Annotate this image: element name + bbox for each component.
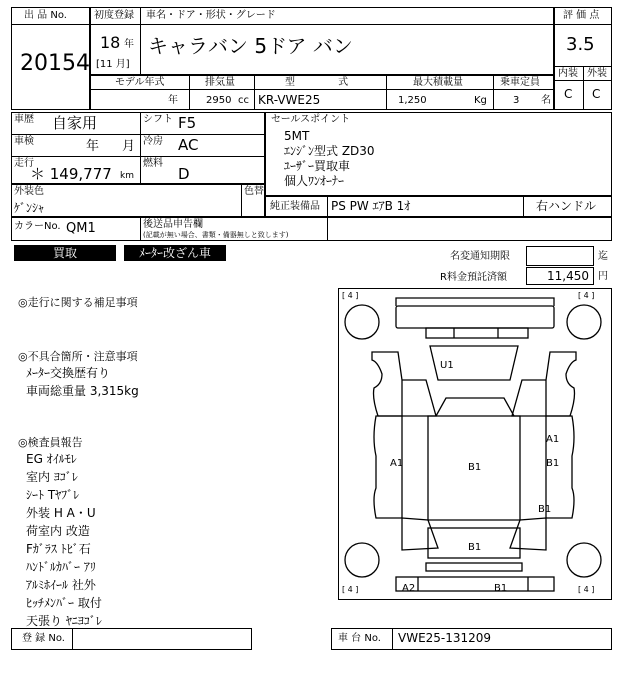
lot-no: 20154 bbox=[20, 51, 90, 76]
damage-mark: A1 bbox=[546, 434, 560, 445]
color-no-label: カラーNo. bbox=[14, 221, 61, 232]
damage-mark: B1 bbox=[468, 462, 482, 473]
equipment-value: PS PW ｴｱB 1ｵ bbox=[331, 199, 411, 213]
sales-points-label: セールスポイント bbox=[271, 114, 351, 125]
first-reg-label: 初度登録 bbox=[94, 10, 134, 21]
color-label: 外装色 bbox=[14, 186, 44, 197]
inspector-line: ｼｰﾄ Tﾔﾌﾞﾚ bbox=[26, 488, 80, 502]
year-value: 18 bbox=[100, 33, 121, 52]
damage-mark: B1 bbox=[538, 504, 552, 515]
tire-rear-right-value: [ 4 ] bbox=[578, 585, 595, 594]
history-value: 自家用 bbox=[52, 114, 98, 132]
sales-point-line: ﾕｰｻﾞｰ買取車 bbox=[284, 159, 351, 173]
sales-point-line: ｴﾝｼﾞﾝ型式 ZD30 bbox=[284, 144, 375, 158]
equipment-label: 純正装備品 bbox=[270, 201, 320, 212]
tire-rear-left-value: [ 4 ] bbox=[342, 585, 359, 594]
rating-value: 3.5 bbox=[566, 34, 595, 55]
inspection-year: 年 bbox=[86, 139, 100, 154]
mileage-value: ＊ 149,777 bbox=[30, 165, 112, 183]
wheel-rear-right-icon bbox=[567, 543, 601, 577]
color-value: ｹﾞﾝｼｬ bbox=[14, 201, 45, 215]
inspector-line: 天張り ﾔﾆﾖｺﾞﾚ bbox=[26, 614, 102, 628]
reg-no-label: 登 録 No. bbox=[22, 633, 65, 644]
inspector-line: Fｶﾞﾗｽ ﾄﾋﾞ石 bbox=[26, 542, 91, 556]
max-load-unit: Kg bbox=[474, 95, 487, 106]
inspector-header: ◎検査員報告 bbox=[18, 436, 83, 449]
model-year-label: モデル年式 bbox=[115, 77, 165, 88]
inspector-line: ﾊﾝﾄﾞﾙｶﾊﾞｰ ｱﾘ bbox=[26, 560, 96, 574]
wheel-rear-left-icon bbox=[345, 543, 379, 577]
defects-header: ◎不具合箇所・注意事項 bbox=[18, 350, 138, 363]
displacement-unit: cc bbox=[238, 95, 249, 106]
defect-line: 車両総重量 3,315kg bbox=[26, 384, 139, 398]
tire-front-right-value: [ 4 ] bbox=[578, 291, 595, 300]
steering-value: 右ハンドル bbox=[536, 199, 597, 213]
ac-label: 冷房 bbox=[143, 136, 163, 147]
meter-tampered-tag: ﾒｰﾀｰ改ざん車 bbox=[124, 245, 226, 261]
damage-mark: A1 bbox=[390, 458, 404, 469]
fuel-value: D bbox=[178, 165, 190, 183]
vehicle-diagram bbox=[338, 288, 612, 600]
notice-unit: 迄 bbox=[598, 251, 608, 262]
color-box bbox=[11, 184, 265, 217]
shift-value: F5 bbox=[178, 114, 197, 132]
damage-mark: B1 bbox=[494, 583, 508, 594]
car-name: キャラバン 5ドア バン bbox=[148, 34, 353, 58]
notice-box bbox=[526, 246, 594, 266]
shift-label: シフト bbox=[143, 114, 173, 125]
inspector-line: 室内 ﾖｺﾞﾚ bbox=[26, 470, 78, 484]
interior-label: 内装 bbox=[558, 68, 578, 79]
recycle-value: 11,450 bbox=[547, 269, 589, 283]
recycle-unit: 円 bbox=[598, 271, 608, 282]
type-value: KR-VWE25 bbox=[258, 93, 321, 107]
capacity-value: 3 bbox=[513, 95, 520, 106]
defect-line: ﾒｰﾀｰ交換歴有り bbox=[26, 366, 111, 380]
recycle-label: R料金預託済額 bbox=[440, 272, 507, 283]
inspector-line: ﾋｯﾁﾒﾝﾊﾞｰ 取付 bbox=[26, 596, 102, 610]
sales-point-line: 個人ﾜﾝｵｰﾅｰ bbox=[284, 174, 345, 188]
inspector-line: EG ｵｲﾙﾓﾚ bbox=[26, 452, 77, 466]
fuel-label: 燃料 bbox=[143, 158, 163, 169]
exterior-label: 外装 bbox=[587, 68, 607, 79]
model-year-unit: 年 bbox=[168, 95, 178, 106]
inspection-month: 月 bbox=[122, 139, 136, 154]
sales-point-line: 5MT bbox=[284, 129, 310, 143]
aftermarket-label: 後送品申告欄 bbox=[143, 219, 203, 230]
inspector-line: ｱﾙﾐﾎｲｰﾙ 社外 bbox=[26, 578, 96, 592]
mileage-unit: km bbox=[120, 171, 134, 181]
type-label: 型 式 bbox=[285, 77, 349, 88]
tire-front-left-value: [ 4 ] bbox=[342, 291, 359, 300]
damage-mark: B1 bbox=[546, 458, 560, 469]
month-value: [11 月] bbox=[96, 59, 130, 70]
damage-mark: A2 bbox=[402, 583, 416, 594]
inspector-line: 荷室内 改造 bbox=[26, 524, 90, 538]
driving-notes-header: ◎走行に関する補足事項 bbox=[18, 296, 138, 309]
color-no-value: QM1 bbox=[66, 221, 96, 236]
chassis-label: 車 台 No. bbox=[338, 633, 381, 644]
wheel-front-left-icon bbox=[345, 305, 379, 339]
lot-no-label: 出 品 No. bbox=[24, 10, 67, 21]
interior-grade: C bbox=[564, 87, 573, 101]
max-load-label: 最大積載量 bbox=[413, 77, 463, 88]
ac-value: AC bbox=[178, 136, 199, 154]
inspector-line: 外装 H A・U bbox=[26, 506, 96, 520]
wheel-front-right-icon bbox=[567, 305, 601, 339]
capacity-label: 乗車定員 bbox=[500, 77, 540, 88]
damage-mark: B1 bbox=[468, 542, 482, 553]
capacity-unit: 名 bbox=[541, 95, 551, 106]
color-change-label: 色替 bbox=[244, 186, 264, 197]
displacement-label: 排気量 bbox=[205, 77, 235, 88]
aftermarket-note: (記載が無い場合、書類・備器無しと致します) bbox=[143, 231, 289, 239]
displacement-value: 2950 bbox=[206, 95, 232, 106]
purchase-tag: 買取 bbox=[14, 245, 116, 261]
name-label: 車名・ドア・形状・グレード bbox=[146, 10, 276, 21]
rating-label: 評 価 点 bbox=[563, 10, 600, 21]
color-no-box bbox=[11, 217, 612, 241]
chassis-value: VWE25-131209 bbox=[398, 631, 492, 645]
exterior-grade: C bbox=[592, 87, 601, 101]
inspection-label: 車検 bbox=[14, 136, 34, 147]
mileage-label: 走行 bbox=[14, 158, 34, 169]
history-label: 車歴 bbox=[14, 114, 34, 125]
max-load-value: 1,250 bbox=[398, 95, 427, 106]
year-unit: 年 bbox=[124, 39, 134, 50]
notice-label: 名変通知期限 bbox=[450, 251, 510, 262]
damage-mark: U1 bbox=[440, 360, 454, 371]
